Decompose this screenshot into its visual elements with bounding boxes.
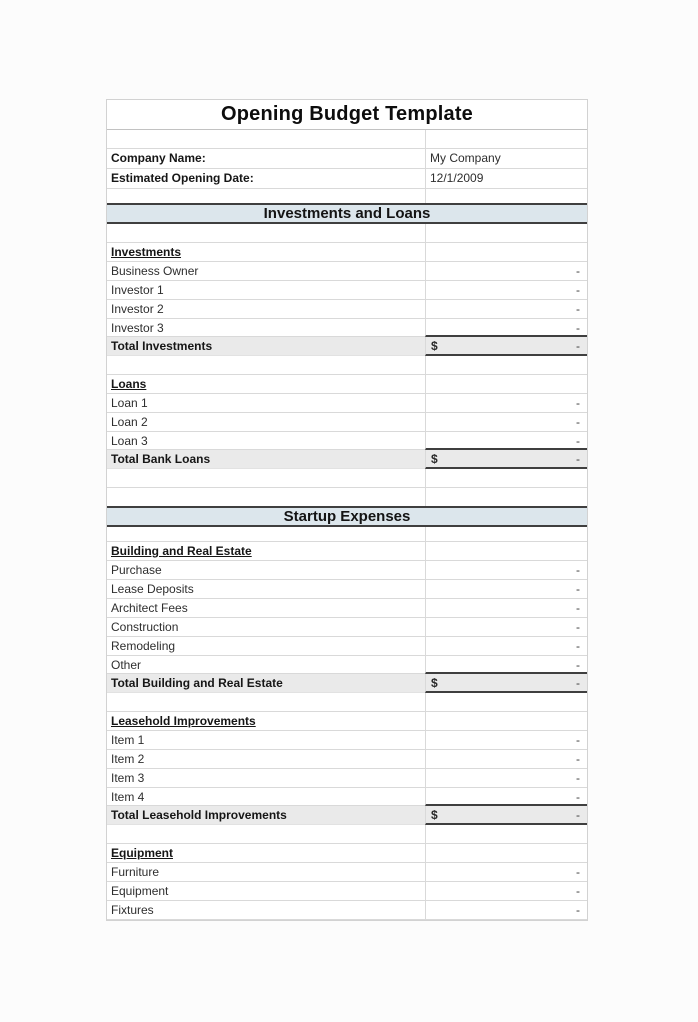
amount-cell-item-3[interactable]: - (425, 769, 587, 787)
empty-label-cell (107, 356, 425, 374)
subsection-header-leasehold-improvements (107, 712, 587, 731)
currency-symbol: $ (431, 676, 438, 690)
subsection-header-building-and-real-estate (107, 542, 587, 561)
empty-label-cell (107, 130, 425, 148)
amount-cell-loan-3[interactable]: - (425, 432, 587, 450)
item-label-purchase: Purchase (111, 563, 162, 577)
subsection-label: Building and Real Estate (111, 544, 252, 558)
empty-label-cell (107, 527, 425, 541)
empty-value-cell (425, 844, 587, 862)
spacer-row (107, 527, 587, 542)
item-label-lease-deposits: Lease Deposits (111, 582, 194, 596)
item-row-investor-3 (107, 319, 587, 337)
section-header-label: Investments and Loans (263, 205, 431, 222)
item-label-loan-2: Loan 2 (111, 415, 148, 429)
amount-cell-other[interactable]: - (425, 656, 587, 674)
amount-cell-loan-1[interactable]: - (425, 394, 587, 412)
spacer-row (107, 130, 587, 149)
total-amount-cell-total-bank-loans[interactable] (425, 450, 587, 469)
total-row-total-bank-loans (107, 450, 587, 469)
empty-label-cell (107, 825, 425, 843)
amount-cell-lease-deposits[interactable]: - (425, 580, 587, 598)
amount-cell-item-2[interactable]: - (425, 750, 587, 768)
item-label-remodeling: Remodeling (111, 639, 176, 653)
document-title-text: Opening Budget Template (220, 103, 473, 125)
item-label-item-3: Item 3 (111, 771, 145, 785)
subsection-label: Loans (111, 377, 147, 391)
item-row-architect-fees (107, 599, 587, 618)
item-row-business-owner (107, 262, 587, 281)
empty-value-cell (425, 712, 587, 730)
spacer-row (107, 825, 587, 844)
item-label-loan-3: Loan 3 (107, 432, 425, 450)
empty-value-cell (425, 825, 587, 843)
subsection-label: Investments (111, 245, 182, 259)
section-header-startup-expenses (107, 506, 587, 527)
amount-cell-investor-2[interactable]: - (425, 300, 587, 318)
amount-cell-business-owner[interactable]: - (425, 262, 587, 280)
item-label-architect-fees: Architect Fees (111, 601, 188, 615)
total-amount-cell-total-leasehold-improvements[interactable] (425, 806, 587, 825)
item-label-investor-1: Investor 1 (111, 283, 164, 297)
spacer-row (107, 356, 587, 375)
item-label-fixtures: Fixtures (111, 903, 154, 917)
item-row-construction (107, 618, 587, 637)
item-label-construction: Construction (111, 620, 179, 634)
subsection-label: Equipment (111, 846, 173, 860)
amount-cell-purchase[interactable]: - (425, 561, 587, 579)
item-label-investor-2: Investor 2 (111, 302, 164, 316)
empty-label-cell (107, 224, 425, 242)
subsection-header-equipment (107, 844, 587, 863)
item-row-loan-1 (107, 394, 587, 413)
amount-cell-furniture[interactable]: - (425, 863, 587, 881)
item-row-other (107, 656, 587, 674)
total-row-total-leasehold-improvements (107, 806, 587, 825)
company-name-label: Company Name: (111, 151, 206, 165)
empty-label-cell (107, 189, 425, 203)
item-row-purchase (107, 561, 587, 580)
section-header-label: Startup Expenses (283, 508, 411, 525)
item-row-loan-2 (107, 413, 587, 432)
amount-cell-fixtures[interactable]: - (425, 901, 587, 919)
empty-value-cell (425, 542, 587, 560)
item-label-item-4: Item 4 (107, 788, 425, 806)
empty-label-cell (107, 469, 425, 487)
amount-cell-remodeling[interactable]: - (425, 637, 587, 655)
item-label-item-1: Item 1 (111, 733, 145, 747)
estimated-opening-date-value-cell[interactable]: 12/1/2009 (425, 169, 587, 188)
amount-cell-investor-1[interactable]: - (425, 281, 587, 299)
item-label-loan-1: Loan 1 (111, 396, 148, 410)
empty-value-cell (425, 469, 587, 487)
spacer-row (107, 693, 587, 712)
empty-value-cell (425, 243, 587, 261)
total-label-total-leasehold-improvements: Total Leasehold Improvements (107, 806, 425, 825)
empty-value-cell (425, 488, 587, 506)
item-label-business-owner: Business Owner (111, 264, 199, 278)
subsection-header-investments (107, 243, 587, 262)
total-amount-value: - (576, 676, 580, 690)
subsection-header-loans (107, 375, 587, 394)
total-amount-value: - (576, 452, 580, 466)
amount-cell-investor-3[interactable]: - (425, 319, 587, 337)
item-row-equipment (107, 882, 587, 901)
currency-symbol: $ (431, 808, 438, 822)
empty-value-cell (425, 356, 587, 374)
total-label-total-investments: Total Investments (107, 337, 425, 356)
currency-symbol: $ (431, 339, 438, 353)
section-header-investments-and-loans (107, 203, 587, 224)
item-label-other: Other (107, 656, 425, 674)
item-row-item-4 (107, 788, 587, 806)
total-label-total-bank-loans: Total Bank Loans (107, 450, 425, 469)
amount-cell-item-4[interactable]: - (425, 788, 587, 806)
spacer-row (107, 189, 587, 203)
item-label-furniture: Furniture (111, 865, 160, 879)
total-row-total-investments (107, 337, 587, 356)
amount-cell-architect-fees[interactable]: - (425, 599, 587, 617)
item-row-fixtures (107, 901, 587, 920)
empty-value-cell (425, 693, 587, 711)
item-label-item-2: Item 2 (111, 752, 145, 766)
item-row-item-3 (107, 769, 587, 788)
company-name-value-cell[interactable]: My Company (425, 149, 587, 168)
currency-symbol: $ (431, 452, 438, 466)
total-label-total-building-and-real-estate: Total Building and Real Estate (107, 674, 425, 693)
total-amount-cell-total-building-and-real-estate[interactable] (425, 674, 587, 693)
item-row-item-1 (107, 731, 587, 750)
item-label-investor-3: Investor 3 (107, 319, 425, 337)
spacer-row (107, 469, 587, 488)
item-row-lease-deposits (107, 580, 587, 599)
spacer-row (107, 488, 587, 506)
subsection-label: Leasehold Improvements (111, 714, 256, 728)
empty-value-cell (425, 224, 587, 242)
total-amount-value: - (576, 339, 580, 353)
amount-cell-item-1[interactable]: - (425, 731, 587, 749)
empty-label-cell (107, 488, 425, 506)
total-amount-cell-total-investments[interactable] (425, 337, 587, 356)
item-row-remodeling (107, 637, 587, 656)
empty-value-cell (425, 189, 587, 203)
budget-sheet (106, 99, 588, 921)
amount-cell-loan-2[interactable]: - (425, 413, 587, 431)
empty-label-cell (107, 693, 425, 711)
info-row-estimated-opening-date (107, 169, 587, 189)
spacer-row (107, 224, 587, 243)
amount-cell-construction[interactable]: - (425, 618, 587, 636)
item-row-furniture (107, 863, 587, 882)
info-row-company-name (107, 149, 587, 169)
total-row-total-building-and-real-estate (107, 674, 587, 693)
document-title (107, 100, 587, 130)
item-label-equipment: Equipment (111, 884, 169, 898)
item-row-investor-2 (107, 300, 587, 319)
estimated-opening-date-label: Estimated Opening Date: (111, 171, 254, 185)
amount-cell-equipment[interactable]: - (425, 882, 587, 900)
item-row-investor-1 (107, 281, 587, 300)
item-row-loan-3 (107, 432, 587, 450)
empty-value-cell (425, 130, 587, 148)
empty-value-cell (425, 375, 587, 393)
total-amount-value: - (576, 808, 580, 822)
item-row-item-2 (107, 750, 587, 769)
empty-value-cell (425, 527, 587, 541)
